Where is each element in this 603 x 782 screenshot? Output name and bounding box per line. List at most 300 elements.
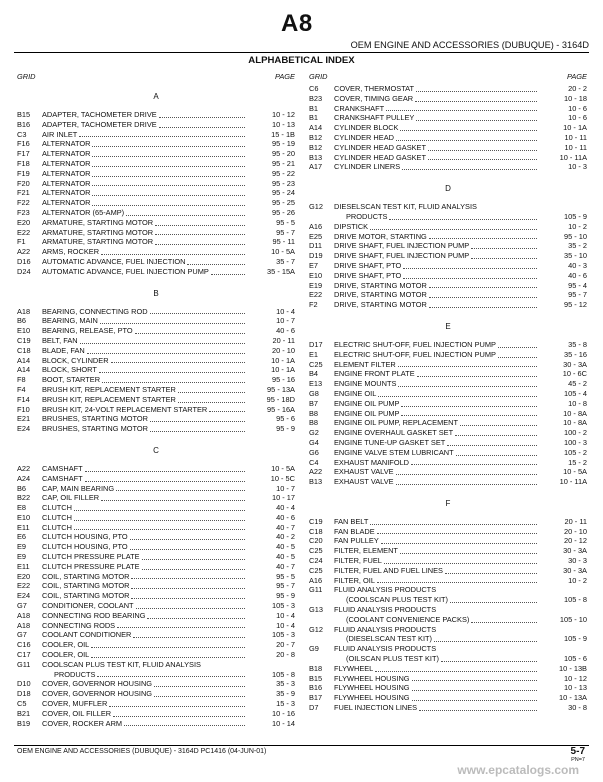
index-row <box>17 640 295 650</box>
section-gap <box>309 489 587 499</box>
page-ref: 95 - 7 <box>276 227 295 237</box>
part-description <box>42 493 247 503</box>
description-text: ARMATURE, STARTING MOTOR <box>42 227 154 237</box>
page-ref: 30 - 8 <box>568 703 587 713</box>
description-text: DRIVE, STARTING MOTOR <box>334 290 427 300</box>
page-ref: 40 - 5 <box>276 552 295 562</box>
page-ref: 10 - 2 <box>568 221 587 231</box>
index-row <box>309 340 587 350</box>
index-row <box>309 527 587 537</box>
description-text: AIR INLET <box>42 129 78 139</box>
part-description <box>42 414 247 424</box>
page-ref: 35 - 7 <box>276 256 295 266</box>
grid-ref: B12 <box>309 132 323 142</box>
description-text: COOLSCAN PLUS TEST KIT, FLUID ANALYSIS <box>42 659 201 669</box>
index-row <box>17 660 295 670</box>
page-ref: 45 - 2 <box>568 379 587 389</box>
page-ref: 95 - 11 <box>272 237 295 247</box>
header-title: OEM ENGINE AND ACCESSORIES (DUBUQUE) - 3164D <box>350 40 589 50</box>
grid-ref: E25 <box>309 231 323 241</box>
description-text: EXHAUST VALVE <box>334 477 394 487</box>
index-row <box>309 84 587 94</box>
section-letter: C <box>153 445 159 455</box>
part-description <box>42 591 247 601</box>
page-ref: 10 - 11 <box>564 142 587 152</box>
index-row <box>17 218 295 228</box>
index-row <box>309 104 587 114</box>
dot-leader <box>87 353 245 354</box>
grid-ref: E1 <box>309 349 319 359</box>
description-text: BOOT, STARTER <box>42 375 101 385</box>
index-row <box>17 493 295 503</box>
page-ref: 95 - 19 <box>271 139 295 149</box>
section-letter: E <box>445 321 451 331</box>
index-row <box>309 585 587 595</box>
dot-leader <box>142 559 245 560</box>
grid-ref: A18 <box>17 620 31 630</box>
part-description <box>42 307 247 317</box>
page-ref: 10 - 12 <box>271 110 295 119</box>
index-row <box>309 546 587 556</box>
grid-ref: B21 <box>17 708 31 718</box>
index-row <box>309 360 587 370</box>
index-row <box>17 414 295 424</box>
index-row <box>309 536 587 546</box>
description-text: CRANKSHAFT <box>334 103 385 113</box>
dot-leader <box>471 248 537 249</box>
index-section <box>309 312 587 487</box>
page-ref: 10 - 7 <box>276 316 295 326</box>
index-row <box>309 153 587 163</box>
index-row <box>309 300 587 310</box>
index-row <box>309 350 587 360</box>
page-ref: 105 - 10 <box>559 614 587 624</box>
dot-leader <box>386 110 537 111</box>
part-description <box>42 198 247 208</box>
grid-ref: F10 <box>17 404 30 414</box>
description-text: FILTER, FUEL AND FUEL LINES <box>334 565 443 575</box>
index-row <box>17 484 295 494</box>
page-ref: 35 - 8 <box>568 339 587 349</box>
index-row <box>309 133 587 143</box>
index-row <box>17 424 295 434</box>
index-row <box>17 591 295 601</box>
page-ref: 40 - 7 <box>276 522 295 532</box>
grid-ref: E11 <box>17 561 30 571</box>
description-text: CLUTCH PRESSURE PLATE <box>42 552 140 562</box>
index-section <box>17 279 295 434</box>
description-text: BELT, FAN <box>42 335 78 345</box>
grid-ref: E19 <box>309 280 323 290</box>
part-description <box>42 474 247 484</box>
part-description <box>42 336 247 346</box>
dot-leader <box>412 690 537 691</box>
index-row <box>309 674 587 684</box>
dot-leader <box>178 392 245 393</box>
part-description <box>42 179 247 189</box>
part-description <box>42 228 247 238</box>
page-ref: 95 - 5 <box>276 571 295 581</box>
index-row <box>17 542 295 552</box>
grid-ref: A14 <box>17 365 31 375</box>
index-row <box>17 247 295 257</box>
index-row <box>17 159 295 169</box>
description-text: ALTERNATOR <box>42 139 91 149</box>
description-text: ENGINE VALVE STEM LUBRICANT <box>334 447 454 457</box>
description-text: COOLER, OIL <box>42 640 90 650</box>
index-row <box>309 261 587 271</box>
page-ref: 95 - 7 <box>568 290 587 300</box>
part-description <box>42 503 247 513</box>
part-description <box>334 369 539 379</box>
index-row <box>309 438 587 448</box>
page-ref: 10 - 6 <box>568 113 587 123</box>
description-text: ENGINE TUNE-UP GASKET SET <box>334 437 446 447</box>
part-description <box>334 143 539 153</box>
index-column-right <box>309 72 587 713</box>
grid-ref: A16 <box>309 575 323 585</box>
section-gap <box>17 279 295 289</box>
description-text: ADAPTER, TACHOMETER DRIVE <box>42 110 157 119</box>
grid-ref: B8 <box>309 408 319 418</box>
grid-ref: C3 <box>17 129 27 139</box>
page-code: A8 <box>281 10 313 37</box>
page-ref: 10 - 14 <box>271 718 295 728</box>
grid-ref: C4 <box>309 457 319 467</box>
description-text: BEARING, CONNECTING ROD <box>42 306 148 316</box>
part-description <box>42 650 247 660</box>
description-text: ENGINE OIL PUMP <box>334 408 400 418</box>
grid-ref: C5 <box>17 699 27 709</box>
grid-ref: B18 <box>309 663 323 673</box>
part-description <box>42 316 247 326</box>
part-description <box>42 709 247 719</box>
part-description <box>334 536 539 546</box>
index-row <box>309 683 587 693</box>
page-ref: 10 - 11 <box>564 132 587 142</box>
index-row <box>309 467 587 477</box>
description-text: CYLINDER BLOCK <box>334 123 399 133</box>
index-row <box>17 385 295 395</box>
description-text: CLUTCH <box>42 522 72 532</box>
part-description <box>42 365 247 375</box>
part-description <box>42 346 247 356</box>
part-description <box>42 424 247 434</box>
index-row <box>17 336 295 346</box>
index-row <box>17 395 295 405</box>
part-description <box>334 438 539 448</box>
index-row <box>17 630 295 640</box>
grid-ref: A22 <box>17 463 31 473</box>
page-ref: 95 - 9 <box>276 424 295 434</box>
description-text: (COOLANT CONVENIENCE PACKS) <box>346 614 470 624</box>
grid-ref: E22 <box>17 227 31 237</box>
part-description <box>42 130 247 140</box>
grid-ref: C25 <box>309 565 323 575</box>
dot-leader <box>456 455 537 456</box>
grid-ref: F17 <box>17 149 30 159</box>
grid-ref: F14 <box>17 394 30 404</box>
part-description <box>334 84 539 94</box>
page-ref: 20 - 11 <box>564 516 587 526</box>
part-description <box>42 247 247 257</box>
index-title: ALPHABETICAL INDEX <box>248 55 355 66</box>
page-ref: 95 - 22 <box>271 168 295 178</box>
part-description <box>42 405 247 415</box>
description-text: CAP, MAIN BEARING <box>42 483 115 493</box>
page-ref: 10 - 1A <box>271 355 295 365</box>
description-text: BLADE, FAN <box>42 345 85 355</box>
page-ref: 10 - 13 <box>563 683 587 693</box>
description-text: ELEMENT FILTER <box>334 359 396 369</box>
description-text: FLUID ANALYSIS PRODUCTS <box>334 605 437 615</box>
dot-leader <box>155 234 245 235</box>
description-text: ARMATURE, STARTING MOTOR <box>42 217 154 227</box>
page-ref: 20 - 10 <box>271 345 295 355</box>
part-description <box>42 395 247 405</box>
grid-ref: A18 <box>17 610 31 620</box>
grid-ref: B13 <box>309 477 323 487</box>
page-ref: 30 - 3A <box>563 546 587 556</box>
part-description <box>334 281 539 291</box>
grid-ref: G7 <box>17 630 27 640</box>
index-row <box>309 615 587 625</box>
dot-leader <box>92 166 245 167</box>
description-text: BEARING, MAIN <box>42 316 98 326</box>
grid-ref: E6 <box>17 532 27 542</box>
dot-leader <box>411 464 537 465</box>
index-row <box>309 418 587 428</box>
index-row <box>309 123 587 133</box>
index-row <box>309 202 587 212</box>
description-text: COIL, STARTING MOTOR <box>42 591 130 601</box>
index-row <box>309 517 587 527</box>
header-rule <box>14 52 589 53</box>
index-row <box>309 703 587 713</box>
index-row <box>17 709 295 719</box>
dot-leader <box>429 297 537 298</box>
dot-leader <box>381 543 537 544</box>
index-column-left <box>17 72 295 728</box>
index-row <box>309 595 587 605</box>
grid-ref: B1 <box>309 103 319 113</box>
dot-leader <box>178 402 245 403</box>
part-description <box>334 271 539 281</box>
dot-leader <box>401 406 537 407</box>
grid-ref: E9 <box>17 542 27 552</box>
page-ref: 10 - 1A <box>271 365 295 375</box>
section-letter: F <box>445 498 451 508</box>
part-description <box>334 94 539 104</box>
index-row <box>309 379 587 389</box>
dot-leader <box>377 582 537 583</box>
dot-leader <box>131 578 245 579</box>
part-description <box>334 556 539 566</box>
index-row <box>17 650 295 660</box>
index-row <box>17 689 295 699</box>
page-ref: 10 - 1A <box>563 123 587 133</box>
grid-ref: F8 <box>17 375 26 385</box>
dot-leader <box>154 696 245 697</box>
page-ref: 35 - 16 <box>563 349 587 359</box>
page-ref: 10 - 4 <box>276 610 295 620</box>
description-text: ALTERNATOR <box>42 168 91 178</box>
page-ref: 20 - 11 <box>272 335 295 345</box>
description-text: BLOCK, SHORT <box>42 365 97 375</box>
description-text: ALTERNATOR <box>42 178 91 188</box>
index-row <box>17 237 295 247</box>
index-row <box>17 149 295 159</box>
part-description <box>334 232 539 242</box>
page-ref: 100 - 3 <box>563 437 587 447</box>
grid-ref: E10 <box>17 512 31 522</box>
footer-rule <box>14 745 589 746</box>
description-text: ALTERNATOR <box>42 158 91 168</box>
index-row <box>309 241 587 251</box>
dot-leader <box>402 169 537 170</box>
description-text: FLYWHEEL HOUSING <box>334 683 410 693</box>
index-row <box>309 369 587 379</box>
page-ref: 40 - 6 <box>276 512 295 522</box>
grid-ref: B12 <box>309 142 323 152</box>
part-description <box>334 467 539 477</box>
index-row <box>17 503 295 513</box>
dot-leader <box>92 185 245 186</box>
grid-ref: A16 <box>309 221 323 231</box>
index-row <box>17 257 295 267</box>
dot-leader <box>135 333 245 334</box>
part-description <box>42 237 247 247</box>
description-text: DRIVE SHAFT, FUEL INJECTION PUMP <box>334 241 470 251</box>
dot-leader <box>416 120 537 121</box>
description-text: ENGINE FRONT PLATE <box>334 369 415 379</box>
section-gap <box>309 312 587 322</box>
part-description <box>334 123 539 133</box>
index-row <box>309 143 587 153</box>
description-text: FAN BLADE <box>334 526 375 536</box>
dot-leader <box>416 91 537 92</box>
description-text: COVER, GOVERNOR HOUSING <box>42 679 153 689</box>
part-description <box>334 379 539 389</box>
description-text: ENGINE OIL PUMP <box>334 398 400 408</box>
page-label: PAGE <box>567 72 587 81</box>
index-row <box>17 523 295 533</box>
description-text: DRIVE, STARTING MOTOR <box>334 300 427 310</box>
part-description <box>42 532 247 542</box>
description-text: CONDITIONER, COOLANT <box>42 601 134 611</box>
index-row <box>309 634 587 644</box>
part-description <box>42 375 247 385</box>
dot-leader <box>74 510 245 511</box>
page-ref: 40 - 2 <box>276 532 295 542</box>
dot-leader <box>400 553 537 554</box>
part-description <box>334 113 539 123</box>
description-text: FLUID ANALYSIS PRODUCTS <box>334 644 437 654</box>
grid-ref: A22 <box>309 467 323 477</box>
dot-leader <box>370 229 537 230</box>
grid-ref: D18 <box>17 689 31 699</box>
description-text: BEARING, RELEASE, PTO <box>42 326 133 336</box>
description-text: CAMSHAFT <box>42 463 83 473</box>
description-text: ALTERNATOR (65-AMP) <box>42 207 125 217</box>
grid-ref: E8 <box>17 503 27 513</box>
section-gap <box>17 102 295 110</box>
part-description <box>42 484 247 494</box>
page-ref: 40 - 5 <box>276 542 295 552</box>
description-text: BRUSH KIT, REPLACEMENT STARTER <box>42 384 176 394</box>
watermark: www.epcatalogs.com <box>457 763 579 777</box>
grid-ref: F20 <box>17 178 30 188</box>
grid-ref: F4 <box>17 384 26 394</box>
dot-leader <box>415 101 537 102</box>
page-ref: 95 - 24 <box>271 188 295 198</box>
dot-leader <box>412 680 537 681</box>
dot-leader <box>429 287 537 288</box>
part-description <box>334 546 539 556</box>
description-text: ELECTRIC SHUT-OFF, FUEL INJECTION PUMP <box>334 339 496 349</box>
part-description <box>334 251 539 261</box>
index-row <box>17 208 295 218</box>
index-row <box>17 405 295 415</box>
part-description <box>334 202 539 212</box>
index-section <box>309 174 587 310</box>
index-row <box>17 719 295 729</box>
index-row <box>17 513 295 523</box>
index-row <box>17 169 295 179</box>
part-description <box>334 664 539 674</box>
grid-ref: B17 <box>309 693 323 703</box>
grid-ref: C16 <box>17 640 31 650</box>
description-text: FLYWHEEL HOUSING <box>334 673 410 683</box>
dot-leader <box>460 425 537 426</box>
section-gap <box>17 456 295 464</box>
page-ref: 95 - 12 <box>563 300 587 310</box>
footer-sub: PN=7 <box>571 757 585 763</box>
dot-leader <box>102 382 245 383</box>
index-row <box>17 670 295 680</box>
grid-ref: D7 <box>309 703 319 713</box>
dot-leader <box>99 372 245 373</box>
part-description <box>334 340 539 350</box>
index-row <box>17 699 295 709</box>
dot-leader <box>428 159 537 160</box>
page-ref: 95 - 26 <box>271 207 295 217</box>
index-row <box>17 139 295 149</box>
description-text: ALTERNATOR <box>42 149 91 159</box>
grid-ref: G11 <box>17 659 31 669</box>
grid-ref: B6 <box>17 483 27 493</box>
dot-leader <box>92 195 245 196</box>
index-row <box>309 458 587 468</box>
description-text: CONNECTING ROD BEARING <box>42 610 146 620</box>
description-text: PRODUCTS <box>346 211 388 221</box>
dot-leader <box>150 421 245 422</box>
part-description <box>334 350 539 360</box>
dot-leader <box>445 573 537 574</box>
dot-leader <box>447 445 537 446</box>
description-text: ARMATURE, STARTING MOTOR <box>42 237 154 247</box>
grid-ref: B7 <box>309 398 319 408</box>
dot-leader <box>419 710 537 711</box>
grid-ref: G6 <box>309 447 319 457</box>
page-ref: 10 - 2 <box>568 575 587 585</box>
grid-ref: G11 <box>309 585 323 595</box>
part-description <box>334 448 539 458</box>
index-row <box>17 179 295 189</box>
dot-leader <box>401 415 537 416</box>
page-ref: 35 - 3 <box>276 679 295 689</box>
index-row <box>17 581 295 591</box>
